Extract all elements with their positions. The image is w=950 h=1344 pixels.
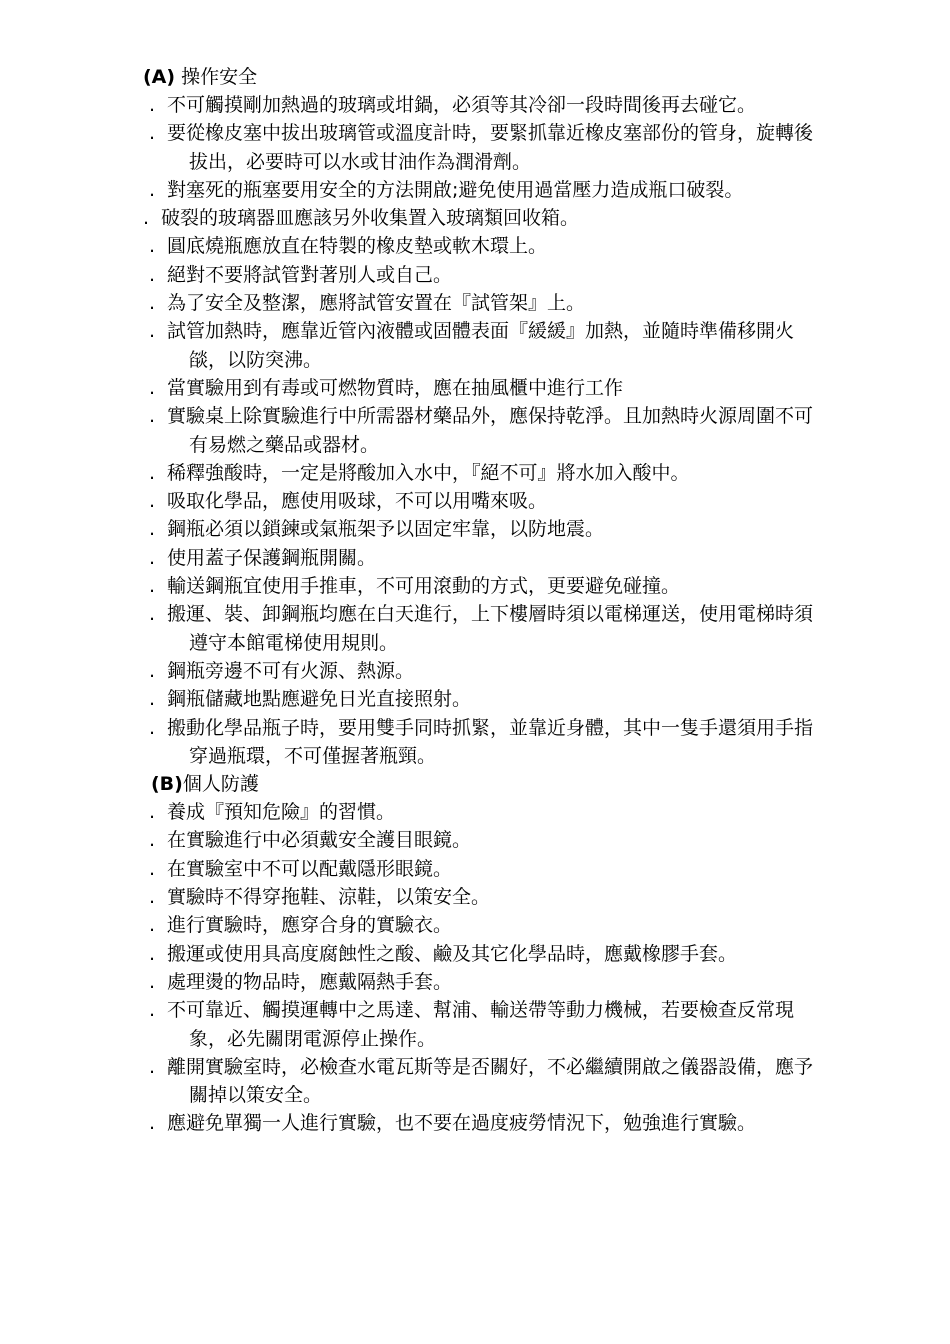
item-text: 絕對不要將試管對著別人或自己。 <box>167 263 453 286</box>
list-item <box>143 883 823 911</box>
item-text: 輸送鋼瓶宜使用手推車，不可用滾動的方式，更要避免碰撞。 <box>167 575 681 598</box>
list-item <box>143 176 823 204</box>
bullet: . <box>149 518 156 541</box>
list-item <box>143 600 823 657</box>
bullet: . <box>149 122 156 145</box>
bullet: . <box>149 461 156 484</box>
item-text: 搬運或使用具高度腐蝕性之酸、鹼及其它化學品時，應戴橡膠手套。 <box>167 942 738 965</box>
list-item <box>143 261 823 289</box>
bullet: . <box>149 320 156 343</box>
bullet: . <box>149 1112 156 1135</box>
bullet: . <box>149 716 156 739</box>
bullet: . <box>149 292 156 315</box>
section-b-title: 個人防護 <box>182 773 259 796</box>
list-item <box>143 459 823 487</box>
item-text: 養成『預知危險』的習慣。 <box>167 801 396 824</box>
section-b-heading <box>143 770 823 798</box>
bullet: . <box>149 688 156 711</box>
item-text: 試管加熱時，應靠近管內液體或固體表面『緩緩』加熱，並隨時準備移開火燄，以防突沸。 <box>167 320 795 371</box>
list-item <box>143 685 823 713</box>
item-text: 吸取化學品，應使用吸球，不可以用嘴來吸。 <box>167 490 548 513</box>
bullet: . <box>149 94 156 116</box>
item-text: 實驗桌上除實驗進行中所需器材藥品外，應保持乾淨。且加熱時火源周圍不可有易燃之藥品或器材。 <box>167 405 814 456</box>
bullet: . <box>149 178 156 201</box>
list-item <box>143 204 823 232</box>
list-item <box>143 487 823 515</box>
bullet: . <box>149 546 156 569</box>
item-text: 圓底燒瓶應放直在特製的橡皮墊或軟木環上。 <box>167 235 548 258</box>
list-item <box>143 1109 823 1137</box>
list-item <box>143 317 823 374</box>
list-item <box>143 855 823 883</box>
bullet: . <box>149 857 156 880</box>
item-text: 鋼瓶旁邊不可有火源、熱源。 <box>167 659 415 682</box>
list-item <box>143 402 823 459</box>
item-text: 不可觸摸剛加熱過的玻璃或坩鍋，必須等其冷卻一段時間後再去碰它。 <box>167 94 757 116</box>
list-item <box>143 968 823 996</box>
list-item <box>143 657 823 685</box>
bullet: . <box>149 886 156 909</box>
item-text: 不可靠近、觸摸運轉中之馬達、幫浦、輸送帶等動力機械，若要檢查反常現象，必先關閉電源停止操作。 <box>167 999 795 1050</box>
list-item <box>143 798 823 826</box>
bullet: . <box>149 970 156 993</box>
list-item <box>143 232 823 260</box>
bullet: . <box>149 942 156 965</box>
document-body <box>143 63 823 1138</box>
list-item <box>143 91 823 119</box>
list-item <box>143 940 823 968</box>
item-text: 稀釋強酸時，一定是將酸加入水中，『絕不可』將水加入酸中。 <box>167 461 690 484</box>
item-text: 實驗時不得穿拖鞋、涼鞋，以策安全。 <box>167 886 491 909</box>
item-text: 應避免單獨一人進行實驗，也不要在過度疲勞情況下，勉強進行實驗。 <box>167 1112 757 1135</box>
bullet: . <box>149 405 156 428</box>
item-text: 破裂的玻璃器皿應該另外收集置入玻璃類回收箱。 <box>161 207 580 230</box>
item-text: 搬運、裝、卸鋼瓶均應在白天進行，上下樓層時須以電梯運送，使用電梯時須遵守本館電梯使用規則。 <box>167 603 814 654</box>
item-text: 進行實驗時，應穿合身的實驗衣。 <box>167 914 453 937</box>
list-item <box>143 289 823 317</box>
item-text: 在實驗進行中必須戴安全護目眼鏡。 <box>167 829 472 852</box>
item-text: 鋼瓶儲藏地點應避免日光直接照射。 <box>167 688 472 711</box>
bullet: . <box>149 801 156 824</box>
list-item <box>143 996 823 1053</box>
list-item <box>143 374 823 402</box>
bullet: . <box>149 376 156 399</box>
item-text: 離開實驗室時，必檢查水電瓦斯等是否關好，不必繼續開啟之儀器設備，應予關掉以策安全。 <box>167 1055 814 1107</box>
list-item <box>143 714 823 771</box>
bullet: . <box>143 207 150 230</box>
bullet: . <box>149 914 156 937</box>
item-text: 搬動化學品瓶子時，要用雙手同時抓緊，並靠近身體，其中一隻手還須用手指穿過瓶環，不可僅握著瓶頸。 <box>167 716 814 767</box>
list-item <box>143 1053 823 1110</box>
section-b-tag: (B) <box>151 773 183 796</box>
section-a-heading <box>143 63 823 91</box>
section-a-title: 操作安全 <box>181 66 258 88</box>
bullet: . <box>149 603 156 626</box>
bullet: . <box>149 490 156 513</box>
item-text: 對塞死的瓶塞要用安全的方法開啟;避免使用過當壓力造成瓶口破裂。 <box>167 178 744 201</box>
bullet: . <box>149 659 156 682</box>
list-item <box>143 515 823 543</box>
item-text: 要從橡皮塞中拔出玻璃管或溫度計時，要緊抓靠近橡皮塞部份的管身，旋轉後拔出，必要時可以水或甘油作為潤滑劑。 <box>167 122 814 173</box>
item-text: 在實驗室中不可以配戴隱形眼鏡。 <box>167 857 453 880</box>
list-item <box>143 572 823 600</box>
item-text: 為了安全及整潔，應將試管安置在『試管架』上。 <box>167 292 586 315</box>
list-item <box>143 544 823 572</box>
item-text: 當實驗用到有毒或可燃物質時，應在抽風櫃中進行工作 <box>167 376 624 399</box>
section-a-tag: (A) <box>143 66 176 88</box>
bullet: . <box>149 235 156 258</box>
bullet: . <box>149 1055 156 1078</box>
list-item <box>143 826 823 854</box>
bullet: . <box>149 263 156 286</box>
item-text: 使用蓋子保護鋼瓶開關。 <box>167 546 377 569</box>
list-item <box>143 119 823 176</box>
bullet: . <box>149 575 156 598</box>
bullet: . <box>149 999 156 1022</box>
list-item <box>143 911 823 939</box>
item-text: 處理燙的物品時，應戴隔熱手套。 <box>167 970 453 993</box>
item-text: 鋼瓶必須以鎖鍊或氣瓶架予以固定牢靠，以防地震。 <box>167 518 605 541</box>
bullet: . <box>149 829 156 852</box>
